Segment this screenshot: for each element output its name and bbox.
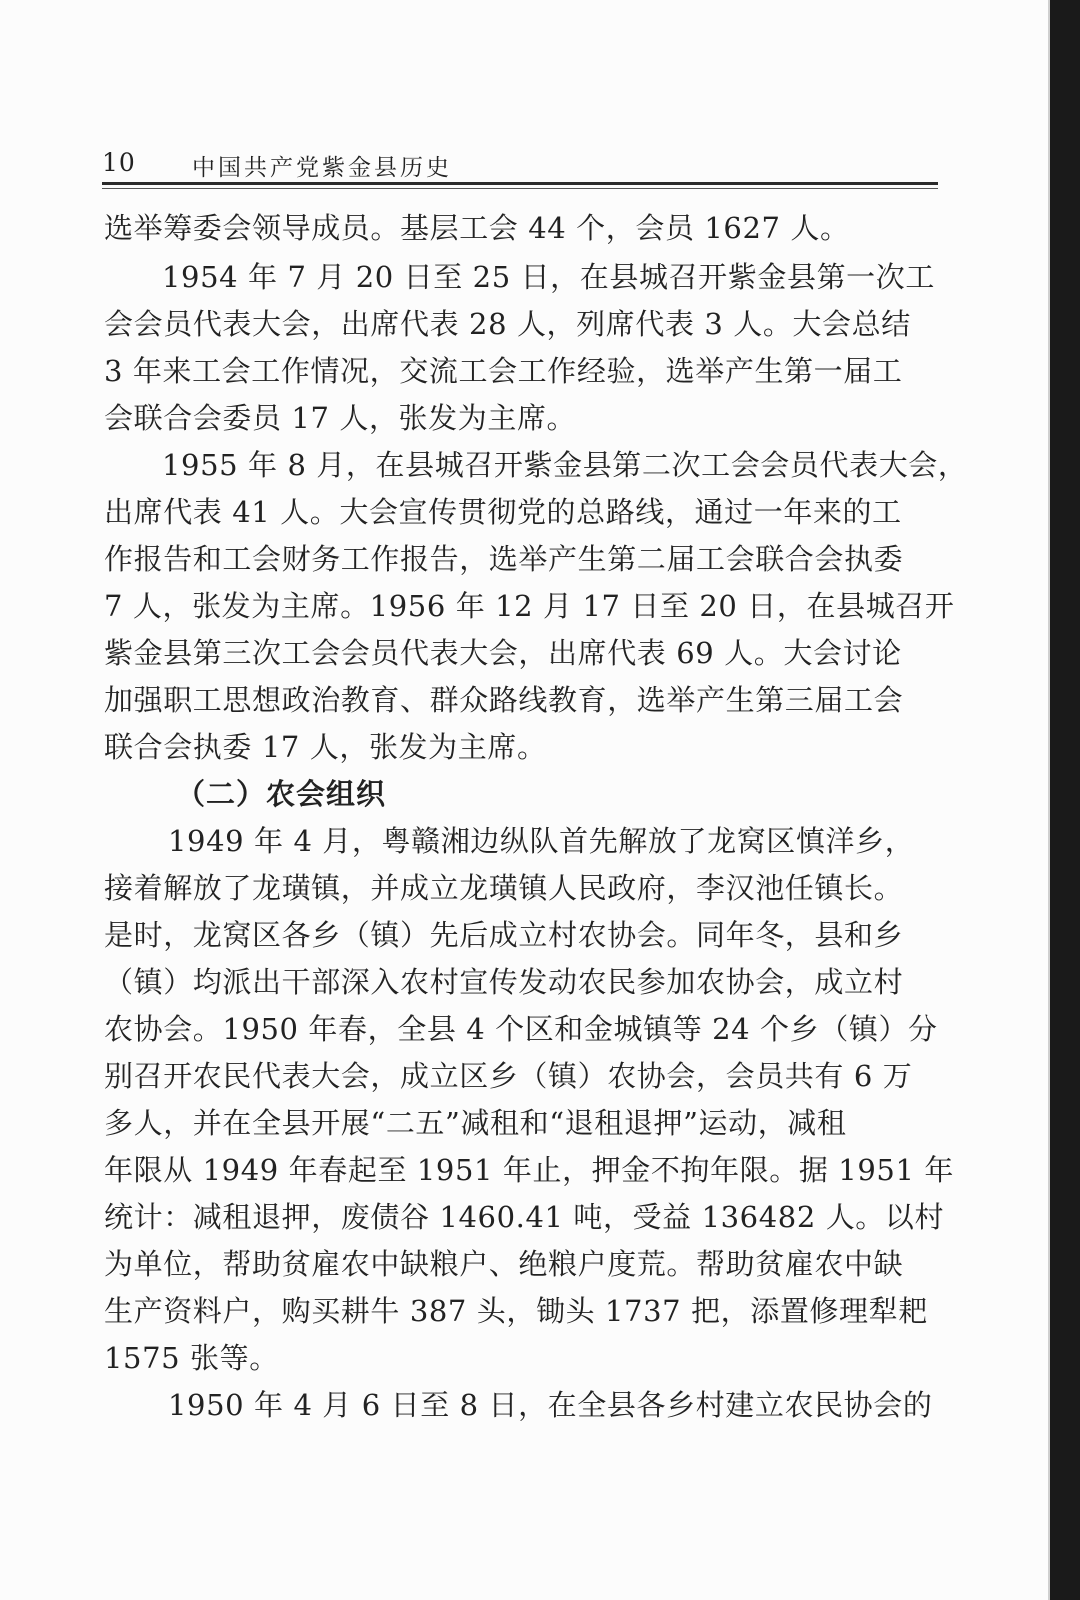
text-line-25: 1575 张等。 xyxy=(104,1341,279,1375)
text-line-20: 多人，并在全县开展“二五”减租和“退租退押”运动，减租 xyxy=(104,1106,847,1140)
text-line-16: 是时，龙窝区各乡（镇）先后成立村农协会。同年冬，县和乡 xyxy=(104,918,904,952)
page-number: 10 xyxy=(102,148,136,177)
scan-border-light xyxy=(1048,0,1050,1600)
text-line-12: 联合会执委 17 人，张发为主席。 xyxy=(104,730,547,764)
page-header xyxy=(102,142,938,182)
text-line-10: 紫金县第三次工会会员代表大会，出席代表 69 人。大会讨论 xyxy=(104,636,902,670)
text-line-14: 1949 年 4 月，粤赣湘边纵队首先解放了龙窝区慎洋乡， xyxy=(168,824,915,858)
text-line-6: 1955 年 8 月，在县城召开紫金县第二次工会会员代表大会， xyxy=(162,448,968,482)
header-rule-thick xyxy=(102,182,938,185)
text-line-18: 农协会。1950 年春，全县 4 个区和金城镇等 24 个乡（镇）分 xyxy=(104,1012,938,1046)
text-line-19: 别召开农民代表大会，成立区乡（镇）农协会，会员共有 6 万 xyxy=(104,1059,913,1093)
text-line-15: 接着解放了龙璜镇，并成立龙璜镇人民政府，李汉池任镇长。 xyxy=(104,871,904,905)
text-line-7: 出席代表 41 人。大会宣传贯彻党的总路线，通过一年来的工 xyxy=(104,495,902,529)
text-line-9: 7 人，张发为主席。1956 年 12 月 17 日至 20 日，在县城召开 xyxy=(104,589,955,623)
section-heading: （二）农会组织 xyxy=(176,777,387,811)
text-line-22: 统计：减租退押，废债谷 1460.41 吨，受益 136482 人。以村 xyxy=(104,1200,945,1234)
text-line-8: 作报告和工会财务工作报告，选举产生第二届工会联合会执委 xyxy=(104,542,904,576)
text-line-17: （镇）均派出干部深入农村宣传发动农民参加农协会，成立村 xyxy=(104,965,904,999)
text-line-23: 为单位，帮助贫雇农中缺粮户、绝粮户度荒。帮助贫雇农中缺 xyxy=(104,1247,904,1281)
text-line-2: 1954 年 7 月 20 日至 25 日，在县城召开紫金县第一次工 xyxy=(162,260,935,294)
text-line-4: 3 年来工会工作情况，交流工会工作经验，选举产生第一届工 xyxy=(104,354,903,388)
text-line-5: 会联合会委员 17 人，张发为主席。 xyxy=(104,401,577,435)
text-line-24: 生产资料户，购买耕牛 387 头，锄头 1737 把，添置修理犁耙 xyxy=(104,1294,928,1328)
text-line-11: 加强职工思想政治教育、群众路线教育，选举产生第三届工会 xyxy=(104,683,904,717)
scan-border-dark xyxy=(1050,0,1080,1600)
text-line-3: 会会员代表大会，出席代表 28 人，列席代表 3 人。大会总结 xyxy=(104,307,911,341)
text-line-26: 1950 年 4 月 6 日至 8 日，在全县各乡村建立农民协会的 xyxy=(168,1388,933,1422)
text-line-21: 年限从 1949 年春起至 1951 年止，押金不拘年限。据 1951 年 xyxy=(104,1153,954,1187)
running-title: 中国共产党紫金县历史 xyxy=(192,155,452,181)
text-line-1: 选举筹委会领导成员。基层工会 44 个，会员 1627 人。 xyxy=(104,211,850,245)
header-rule-thin xyxy=(102,188,938,189)
